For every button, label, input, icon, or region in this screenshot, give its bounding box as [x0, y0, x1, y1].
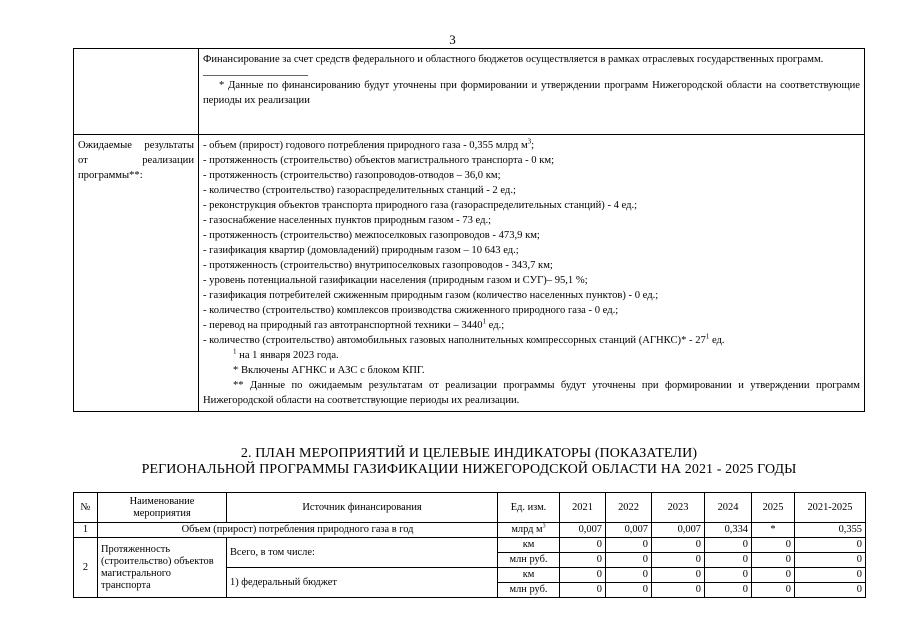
value-2023: 0: [652, 553, 705, 568]
result-item: - реконструкция объектов транспорта природного газа (газораспределительных станций) - 4 ед.;: [203, 200, 638, 211]
row-num: 2: [74, 538, 98, 598]
value-2021: 0: [560, 553, 606, 568]
page-number: 3: [449, 32, 456, 47]
section-title-line1: 2. ПЛАН МЕРОПРИЯТИЙ И ЦЕЛЕВЫЕ ИНДИКАТОРЫ (ПОКАЗАТЕЛИ): [240, 446, 698, 461]
financing-text: Финансирование за счет средств федерального и областного бюджетов осуществляется в рамках отраслевых государственных программ.: [203, 54, 824, 65]
value-2021: 0: [560, 538, 606, 553]
header-num: №: [74, 493, 98, 523]
value-total: 0: [795, 583, 866, 598]
financing-footnote: * Данные по финансированию будут уточнены при формировании и утверждении программ Нижегородской области на соответствующие периоды их реализации: [203, 80, 860, 106]
row-name: Протяженность (строительство) объектов магистрального транспорта: [98, 538, 227, 598]
value-2024: 0: [705, 538, 752, 553]
header-2022: 2022: [606, 493, 652, 523]
row-source: 1) федеральный бюджет: [227, 568, 498, 598]
result-item: - количество (строительство) газораспределительных станций - 2 ед.;: [203, 185, 516, 196]
value-total: 0,355: [795, 523, 866, 538]
row-source: Всего, в том числе:: [227, 538, 498, 568]
result-item: - протяженность (строительство) межпоселковых газопроводов - 473,9 км;: [203, 230, 540, 241]
header-unit: Ед. изм.: [498, 493, 560, 523]
value-2022: 0: [606, 553, 652, 568]
section-title: [73, 446, 865, 478]
footnote-date: $^1$ на 1 января 2023 года.: [233, 347, 339, 361]
header-2021: 2021: [560, 493, 606, 523]
result-item-vehicles: - перевод на природный газ автотранспортной техники – 3440$^1$ ед.;: [203, 317, 505, 331]
header-2024: 2024: [705, 493, 752, 523]
result-item: - объем (прирост) годового потребления природного газа - 0,355 млрд $м^3$;: [203, 137, 535, 151]
header-name: Наименование мероприятия: [98, 493, 227, 523]
value-2025: 0: [752, 568, 795, 583]
result-item: - протяженность (строительство) объектов магистрального транспорта - 0 км;: [203, 155, 555, 166]
section-title-line2: РЕГИОНАЛЬНОЙ ПРОГРАММЫ ГАЗИФИКАЦИИ НИЖЕГОРОДСКОЙ ОБЛАСТИ НА 2021 - 2025 ГОДЫ: [141, 462, 797, 477]
value-2023: 0,007: [652, 523, 705, 538]
value-2022: 0: [606, 538, 652, 553]
expected-results-cell: [199, 135, 865, 412]
result-item: - газификация квартир (домовладений) природным газом – 10 643 ед.;: [203, 245, 519, 256]
row-num: 1: [74, 523, 98, 538]
result-item: - газоснабжение населенных пунктов природным газом - 73 ед.;: [203, 215, 492, 226]
header-2023: 2023: [652, 493, 705, 523]
value-2025: 0: [752, 538, 795, 553]
result-item: - количество (строительство) комплексов производства сжиженного природного газа - 0 ед.;: [203, 305, 619, 316]
row-unit: млн руб.: [498, 583, 560, 598]
expected-results-row: [74, 135, 865, 412]
value-2024: 0: [705, 553, 752, 568]
value-2021: 0: [560, 568, 606, 583]
result-item: - газификация потребителей сжиженным природным газом (количество населенных пунктов) - 0 ед.;: [203, 290, 659, 301]
table-row: [74, 523, 866, 538]
value-total: 0: [795, 568, 866, 583]
footnote-separator: [203, 75, 308, 76]
header-2025: 2025: [752, 493, 795, 523]
financing-row: [74, 49, 865, 135]
value-2025: 0: [752, 583, 795, 598]
value-2022: 0,007: [606, 523, 652, 538]
header-total: 2021-2025: [795, 493, 866, 523]
financing-label-cell: [74, 49, 199, 135]
header-source: Источник финансирования: [227, 493, 498, 523]
expected-results-label: Ожидаемые результаты от реализации программы**:: [74, 135, 199, 412]
value-2022: 0: [606, 583, 652, 598]
result-item: - протяженность (строительство) газопроводов-отводов – 36,0 км;: [203, 170, 501, 181]
value-2023: 0: [652, 583, 705, 598]
result-item-agnks: - количество (строительство) автомобильных газовых наполнительных компрессорных станций (АГНКС)* - $27^1$ ед.: [203, 332, 725, 346]
result-item: - уровень потенциальной газификации населения (природным газом и СУГ)– 95,1 %;: [203, 275, 588, 286]
value-2024: 0: [705, 568, 752, 583]
result-item: - протяженность (строительство) внутрипоселковых газопроводов - 343,7 км;: [203, 260, 553, 271]
footnote-agnks: * Включены АГНКС и АЗС с блоком КПГ.: [233, 365, 425, 376]
value-total: 0: [795, 553, 866, 568]
value-2024: 0: [705, 583, 752, 598]
value-2023: 0: [652, 538, 705, 553]
row-unit: млн руб.: [498, 553, 560, 568]
financing-cell: [199, 49, 865, 135]
plan-header-row: [74, 493, 866, 523]
value-2021: 0: [560, 583, 606, 598]
value-2023: 0: [652, 568, 705, 583]
value-2021: 0,007: [560, 523, 606, 538]
value-2025: *: [752, 523, 795, 538]
row-unit: млрд $м^3$: [498, 523, 560, 538]
table-row: [74, 538, 866, 553]
footnote-results: ** Данные по ожидаемым результатам от реализации программы будут уточнены при формировании и утверждении программ Нижегородской области на соответствующие периоды их реализации.: [203, 380, 860, 406]
plan-table: [73, 492, 866, 598]
value-total: 0: [795, 538, 866, 553]
value-2024: 0,334: [705, 523, 752, 538]
row-unit: км: [498, 568, 560, 583]
value-2025: 0: [752, 553, 795, 568]
value-2022: 0: [606, 568, 652, 583]
row-unit: км: [498, 538, 560, 553]
row-name: Объем (прирост) потребления природного газа в год: [98, 523, 498, 538]
program-passport-table: [73, 48, 865, 412]
